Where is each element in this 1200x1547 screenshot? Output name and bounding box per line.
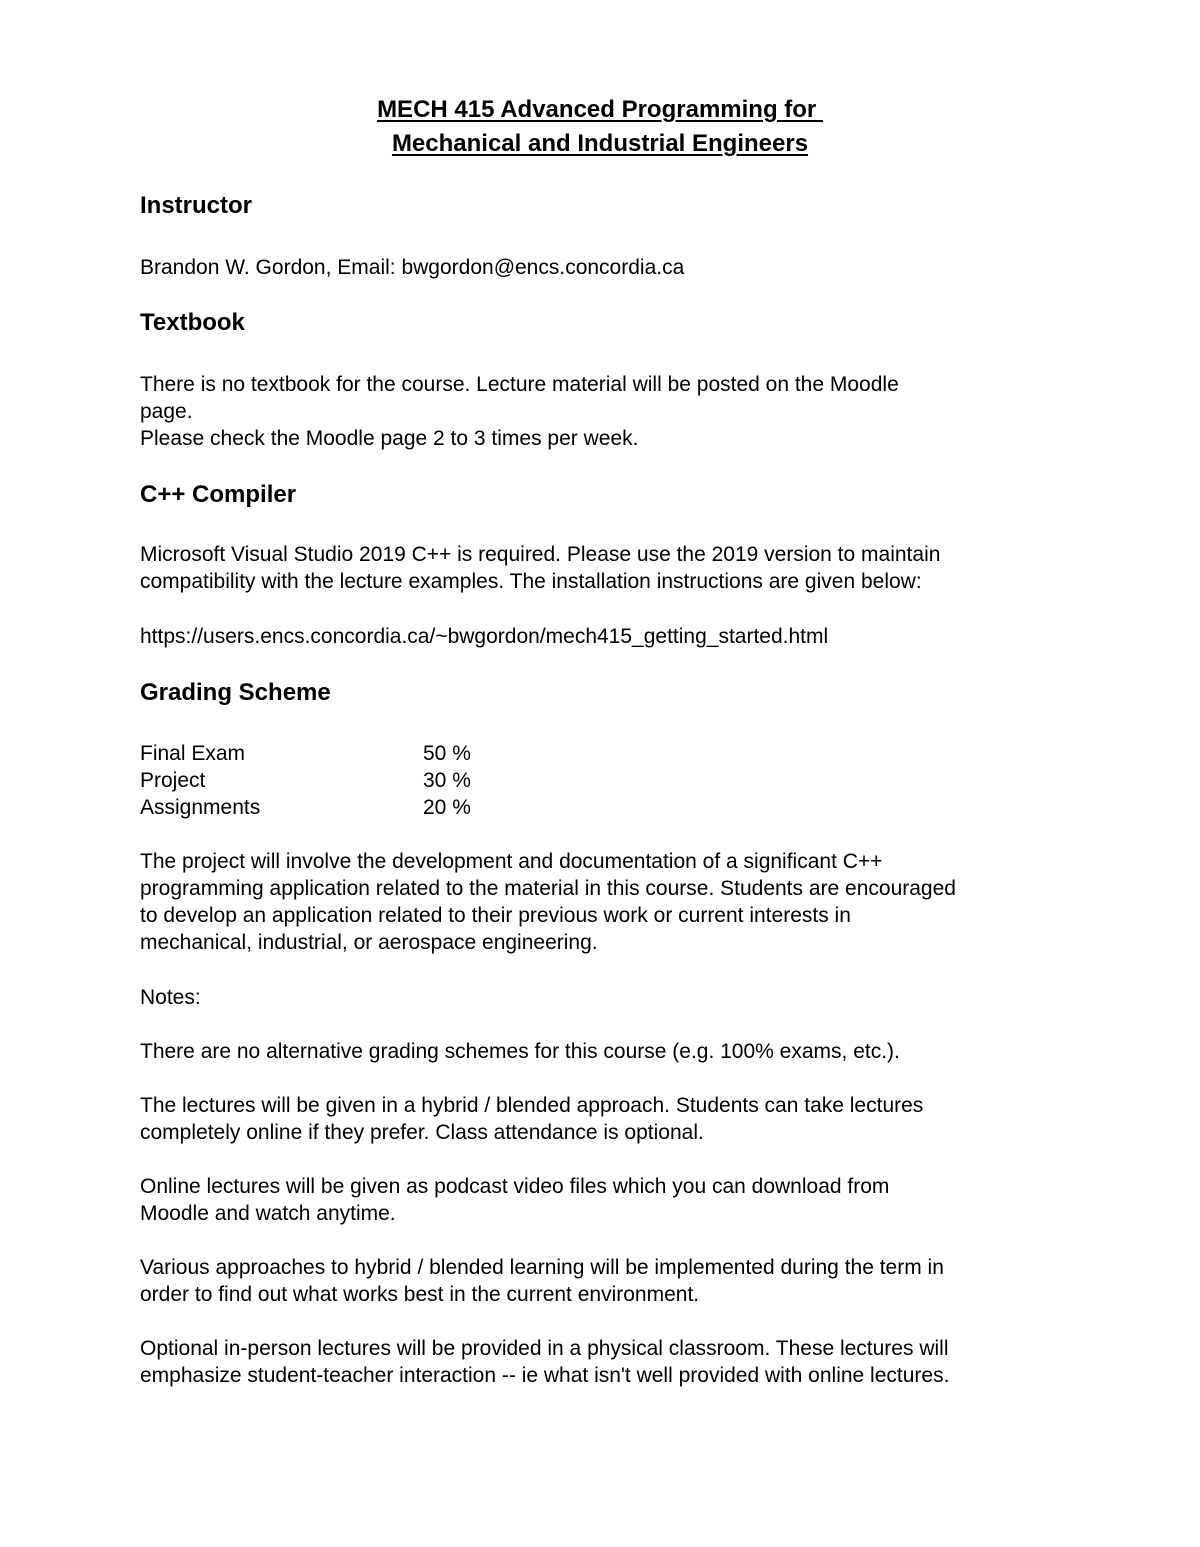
project-line-2: programming application related to the material in this course. Students are encouraged: [140, 877, 956, 900]
note-3-line-1: Online lectures will be given as podcast video files which you can download from: [140, 1175, 890, 1198]
compiler-heading: C++ Compiler: [140, 481, 297, 508]
document-title-line-2: Mechanical and Industrial Engineers: [391, 130, 809, 157]
note-5-line-1: Optional in-person lectures will be provided in a physical classroom. These lectures will: [140, 1337, 949, 1360]
grade-item-value: 50 %: [423, 742, 471, 765]
compiler-line-1: Microsoft Visual Studio 2019 C++ is required. Please use the 2019 version to maintain: [140, 543, 941, 566]
note-4-line-2: order to find out what works best in the current environment.: [140, 1283, 700, 1306]
grade-item-label: Assignments: [140, 796, 261, 819]
compiler-url: https://users.encs.concordia.ca/~bwgordon/mech415_getting_started.html: [140, 625, 829, 648]
document-title-line-1: MECH 415 Advanced Programming for: [377, 96, 823, 123]
grade-item-value: 30 %: [423, 769, 471, 792]
project-line-1: The project will involve the development and documentation of a significant C++: [140, 850, 883, 873]
note-1: There are no alternative grading schemes for this course (e.g. 100% exams, etc.).: [140, 1040, 900, 1063]
textbook-heading: Textbook: [140, 309, 245, 336]
textbook-line-1: There is no textbook for the course. Lecture material will be posted on the Moodle: [140, 373, 899, 396]
textbook-line-2: page.: [140, 400, 193, 423]
grade-item-value: 20 %: [423, 796, 471, 819]
note-2-line-2: completely online if they prefer. Class attendance is optional.: [140, 1121, 704, 1144]
note-2-line-1: The lectures will be given in a hybrid / blended approach. Students can take lectures: [140, 1094, 924, 1117]
grade-item-label: Final Exam: [140, 742, 246, 765]
note-5-line-2: emphasize student-teacher interaction -- ie what isn't well provided with online lectures.: [140, 1364, 950, 1387]
compiler-line-2: compatibility with the lecture examples. The installation instructions are given below:: [140, 570, 922, 593]
notes-label: Notes:: [140, 986, 201, 1009]
textbook-line-3: Please check the Moodle page 2 to 3 times per week.: [140, 427, 639, 450]
note-3-line-2: Moodle and watch anytime.: [140, 1202, 396, 1225]
note-4-line-1: Various approaches to hybrid / blended learning will be implemented during the term in: [140, 1256, 944, 1279]
instructor-text: Brandon W. Gordon, Email: bwgordon@encs.concordia.ca: [140, 256, 685, 279]
grade-item-label: Project: [140, 769, 206, 792]
instructor-heading: Instructor: [140, 192, 253, 219]
project-line-3: to develop an application related to their previous work or current interests in: [140, 904, 851, 927]
grading-heading: Grading Scheme: [140, 679, 331, 706]
project-line-4: mechanical, industrial, or aerospace engineering.: [140, 931, 598, 954]
